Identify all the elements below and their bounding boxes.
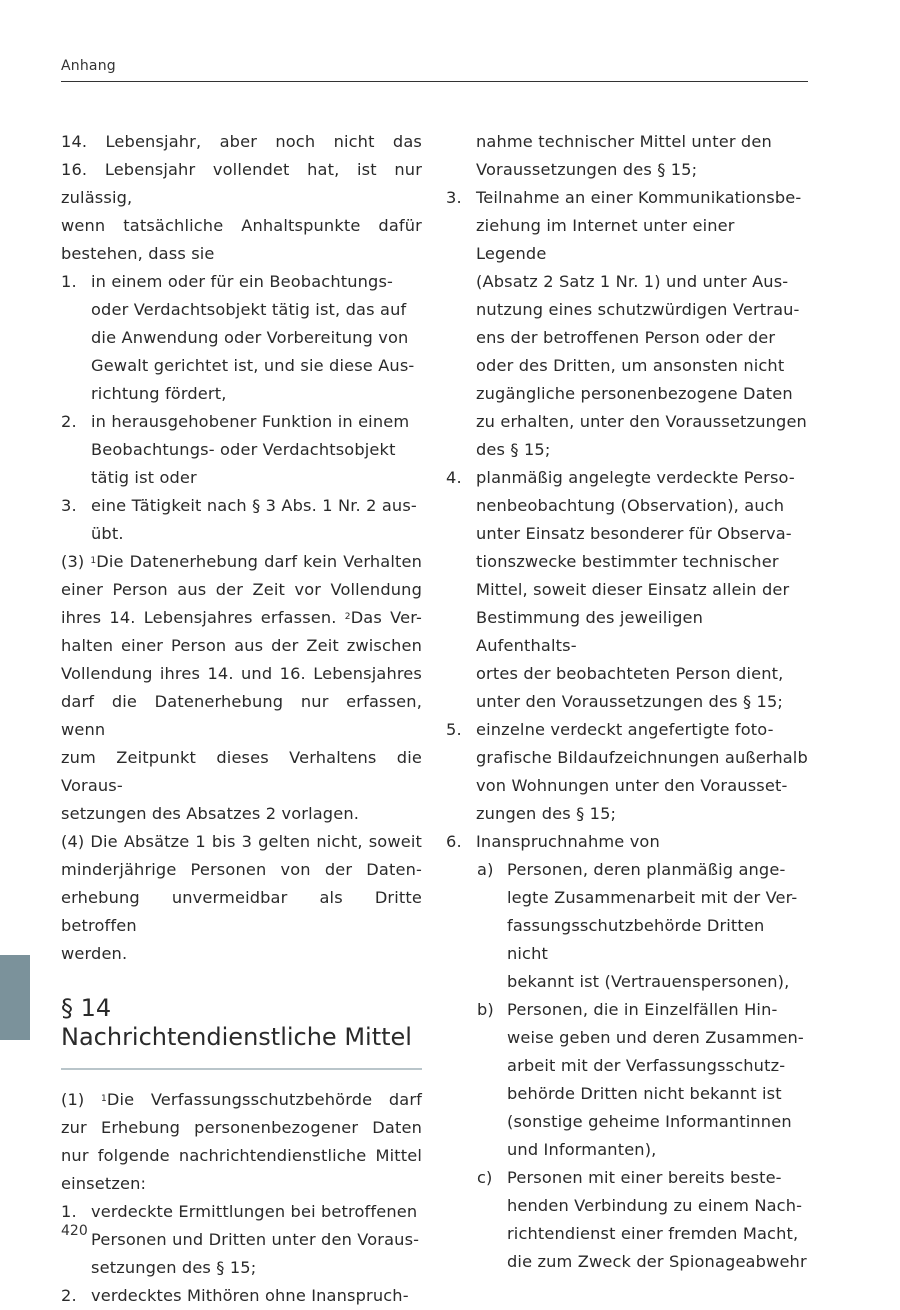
text-line: in herausgehobener Funktion in einem [91, 412, 410, 431]
text-line: zur Erhebung personenbezogener Daten [61, 1118, 422, 1137]
text-line: Inanspruchnahme von [476, 832, 660, 851]
list-item [61, 492, 422, 548]
list-item [61, 268, 422, 408]
sublist-item [446, 996, 808, 1164]
text-line: des § 15; [476, 440, 551, 459]
text-line: henden Verbindung zu einem Nach- [507, 1196, 803, 1215]
text-line: Personen, deren planmäßig ange- [507, 860, 786, 879]
text-line: in einem oder für ein Beobachtungs- [91, 272, 394, 291]
list-number: 1. [61, 1202, 77, 1221]
text-line: (sonstige geheime Informantinnen [507, 1112, 792, 1131]
text-line: nur folgende nachrichtendienstliche Mittel [61, 1146, 422, 1165]
list-number: 2. [61, 412, 77, 431]
text-line: die Anwendung oder Vorbereitung von [91, 328, 409, 347]
list-number: 1. [61, 272, 77, 291]
text-line: fassungsschutzbehörde Dritten nicht [507, 916, 765, 963]
text-line: erhebung unvermeidbar als Dritte betroffen [61, 888, 422, 935]
paragraph-1 [61, 1086, 422, 1198]
page-number: 420 [61, 1223, 88, 1239]
list-item [61, 1282, 422, 1310]
list-item [446, 716, 808, 828]
text-fragment: Die Datenerhebung darf kein Verhalten [96, 552, 422, 571]
section-title: Nachrichtendienstliche Mittel [61, 1023, 412, 1051]
list-item [446, 828, 808, 856]
text-line: bestehen, dass sie [61, 244, 215, 263]
text-line: Vollendung ihres 14. und 16. Lebensjahres [61, 664, 422, 683]
running-head: Anhang [61, 58, 116, 74]
text-line: von Wohnungen unter den Vorausset- [476, 776, 788, 795]
text-line: eine Tätigkeit nach § 3 Abs. 1 Nr. 2 aus- [91, 496, 417, 515]
sublist-item [446, 1164, 808, 1276]
text-line: werden. [61, 944, 128, 963]
text-line: behörde Dritten nicht bekannt ist [507, 1084, 782, 1103]
paragraph-label: (1) [61, 1090, 101, 1109]
text-line: Personen mit einer bereits beste- [507, 1168, 782, 1187]
section-number: § 14 [61, 994, 112, 1022]
text-line: verdeckte Ermittlungen bei betroffenen [91, 1202, 418, 1221]
text-line: einsetzen: [61, 1174, 147, 1193]
sentence-number: 2 [344, 612, 351, 622]
text-line: minderjährige Personen von der Daten- [61, 860, 422, 879]
text-line: Bestimmung des jeweiligen Aufenthalts- [476, 608, 704, 655]
text-line: richtendienst einer fremden Macht, [507, 1224, 799, 1243]
text-line: oder des Dritten, um ansonsten nicht [476, 356, 785, 375]
list-item [61, 1198, 422, 1282]
sublist-item [446, 856, 808, 996]
text-line [61, 1086, 422, 1114]
text-line: oder Verdachtsobjekt tätig ist, das auf [91, 300, 407, 319]
list-number: 3. [61, 496, 77, 515]
text-line: nutzung eines schutzwürdigen Vertrau- [476, 300, 800, 319]
text-line: setzungen des § 15; [91, 1258, 257, 1277]
sentence-number: 1 [90, 556, 97, 566]
text-line: unter Einsatz besonderer für Observa- [476, 524, 792, 543]
list-number: 5. [446, 720, 462, 739]
text-line: ens der betroffenen Person oder der [476, 328, 776, 347]
thumb-index-tab [0, 955, 30, 1040]
text-line: Personen und Dritten unter den Voraus- [91, 1230, 420, 1249]
text-line: richtung fördert, [91, 384, 227, 403]
text-line: wenn tatsächliche Anhaltspunkte dafür [61, 216, 422, 235]
text-line: nenbeobachtung (Observation), auch [476, 496, 785, 515]
list-item [446, 184, 808, 464]
list-item-continuation [446, 128, 808, 184]
text-line: Gewalt gerichtet ist, und sie diese Aus- [91, 356, 415, 375]
text-line: 16. Lebensjahr vollendet hat, ist nur zulässig, [61, 160, 422, 207]
text-line: zu erhalten, unter den Voraussetzungen [476, 412, 807, 431]
text-line: einer Person aus der Zeit vor Vollendung [61, 580, 422, 599]
text-line: setzungen des Absatzes 2 vorlagen. [61, 804, 360, 823]
sublist-letter: b) [477, 1000, 494, 1019]
paragraph-3 [61, 548, 422, 828]
sublist-letter: c) [477, 1168, 493, 1187]
intro-paragraph [61, 128, 422, 268]
section-heading [61, 994, 422, 1052]
text-line: zugängliche personenbezogene Daten [476, 384, 793, 403]
text-line: ziehung im Internet unter einer Legende [476, 216, 735, 263]
sublist-letter: a) [477, 860, 494, 879]
section-rule [61, 1068, 422, 1070]
text-line: legte Zusammenarbeit mit der Ver- [507, 888, 798, 907]
text-line: tionszwecke bestimmter technischer [476, 552, 779, 571]
text-line: tätig ist oder [91, 468, 197, 487]
text-line: zum Zeitpunkt dieses Verhaltens die Voraus- [61, 748, 422, 795]
header-rule [61, 81, 808, 82]
text-line: ortes der beobachteten Person dient, [476, 664, 784, 683]
list-number: 4. [446, 468, 462, 487]
list-item [61, 408, 422, 492]
text-line [61, 604, 422, 632]
text-line: Voraussetzungen des § 15; [476, 160, 698, 179]
list-item [446, 464, 808, 716]
text-line: 14. Lebensjahr, aber noch nicht das [61, 132, 422, 151]
text-line: (4) Die Absätze 1 bis 3 gelten nicht, soweit [61, 832, 422, 851]
left-column [61, 128, 422, 1310]
text-line: und Informanten), [507, 1140, 657, 1159]
text-line: übt. [91, 524, 124, 543]
text-line: Personen, die in Einzelfällen Hin- [507, 1000, 778, 1019]
text-line: Beobachtungs- oder Verdachtsobjekt [91, 440, 396, 459]
list-number: 6. [446, 832, 462, 851]
text-fragment: Die Verfassungsschutzbehörde darf [106, 1090, 422, 1109]
text-line: Mittel, soweit dieser Einsatz allein der [476, 580, 790, 599]
list-number: 3. [446, 188, 462, 207]
text-line: die zum Zweck der Spionageabwehr [507, 1252, 807, 1271]
text-line: halten einer Person aus der Zeit zwischen [61, 636, 422, 655]
text-line: planmäßig angelegte verdeckte Perso- [476, 468, 795, 487]
text-fragment: ihres 14. Lebensjahres erfassen. [61, 608, 345, 627]
text-fragment: Das Ver- [350, 608, 422, 627]
paragraph-label: (3) [61, 552, 91, 571]
text-line: grafische Bildaufzeichnungen außerhalb [476, 748, 808, 767]
text-line: verdecktes Mithören ohne Inanspruch- [91, 1286, 409, 1305]
text-line [61, 548, 422, 576]
text-line: arbeit mit der Verfassungsschutz- [507, 1056, 786, 1075]
text-line: einzelne verdeckt angefertigte foto- [476, 720, 774, 739]
text-line: unter den Voraussetzungen des § 15; [476, 692, 784, 711]
list-number: 2. [61, 1286, 77, 1305]
paragraph-4 [61, 828, 422, 968]
text-line: zungen des § 15; [476, 804, 617, 823]
text-line: bekannt ist (Vertrauenspersonen), [507, 972, 790, 991]
text-line: darf die Datenerhebung nur erfassen, wenn [61, 692, 422, 739]
text-line: nahme technischer Mittel unter den [476, 132, 772, 151]
text-line: (Absatz 2 Satz 1 Nr. 1) und unter Aus- [476, 272, 789, 291]
text-line: Teilnahme an einer Kommunikationsbe- [476, 188, 802, 207]
sentence-number: 1 [100, 1094, 107, 1104]
text-line: weise geben und deren Zusammen- [507, 1028, 804, 1047]
right-column [446, 128, 808, 1276]
